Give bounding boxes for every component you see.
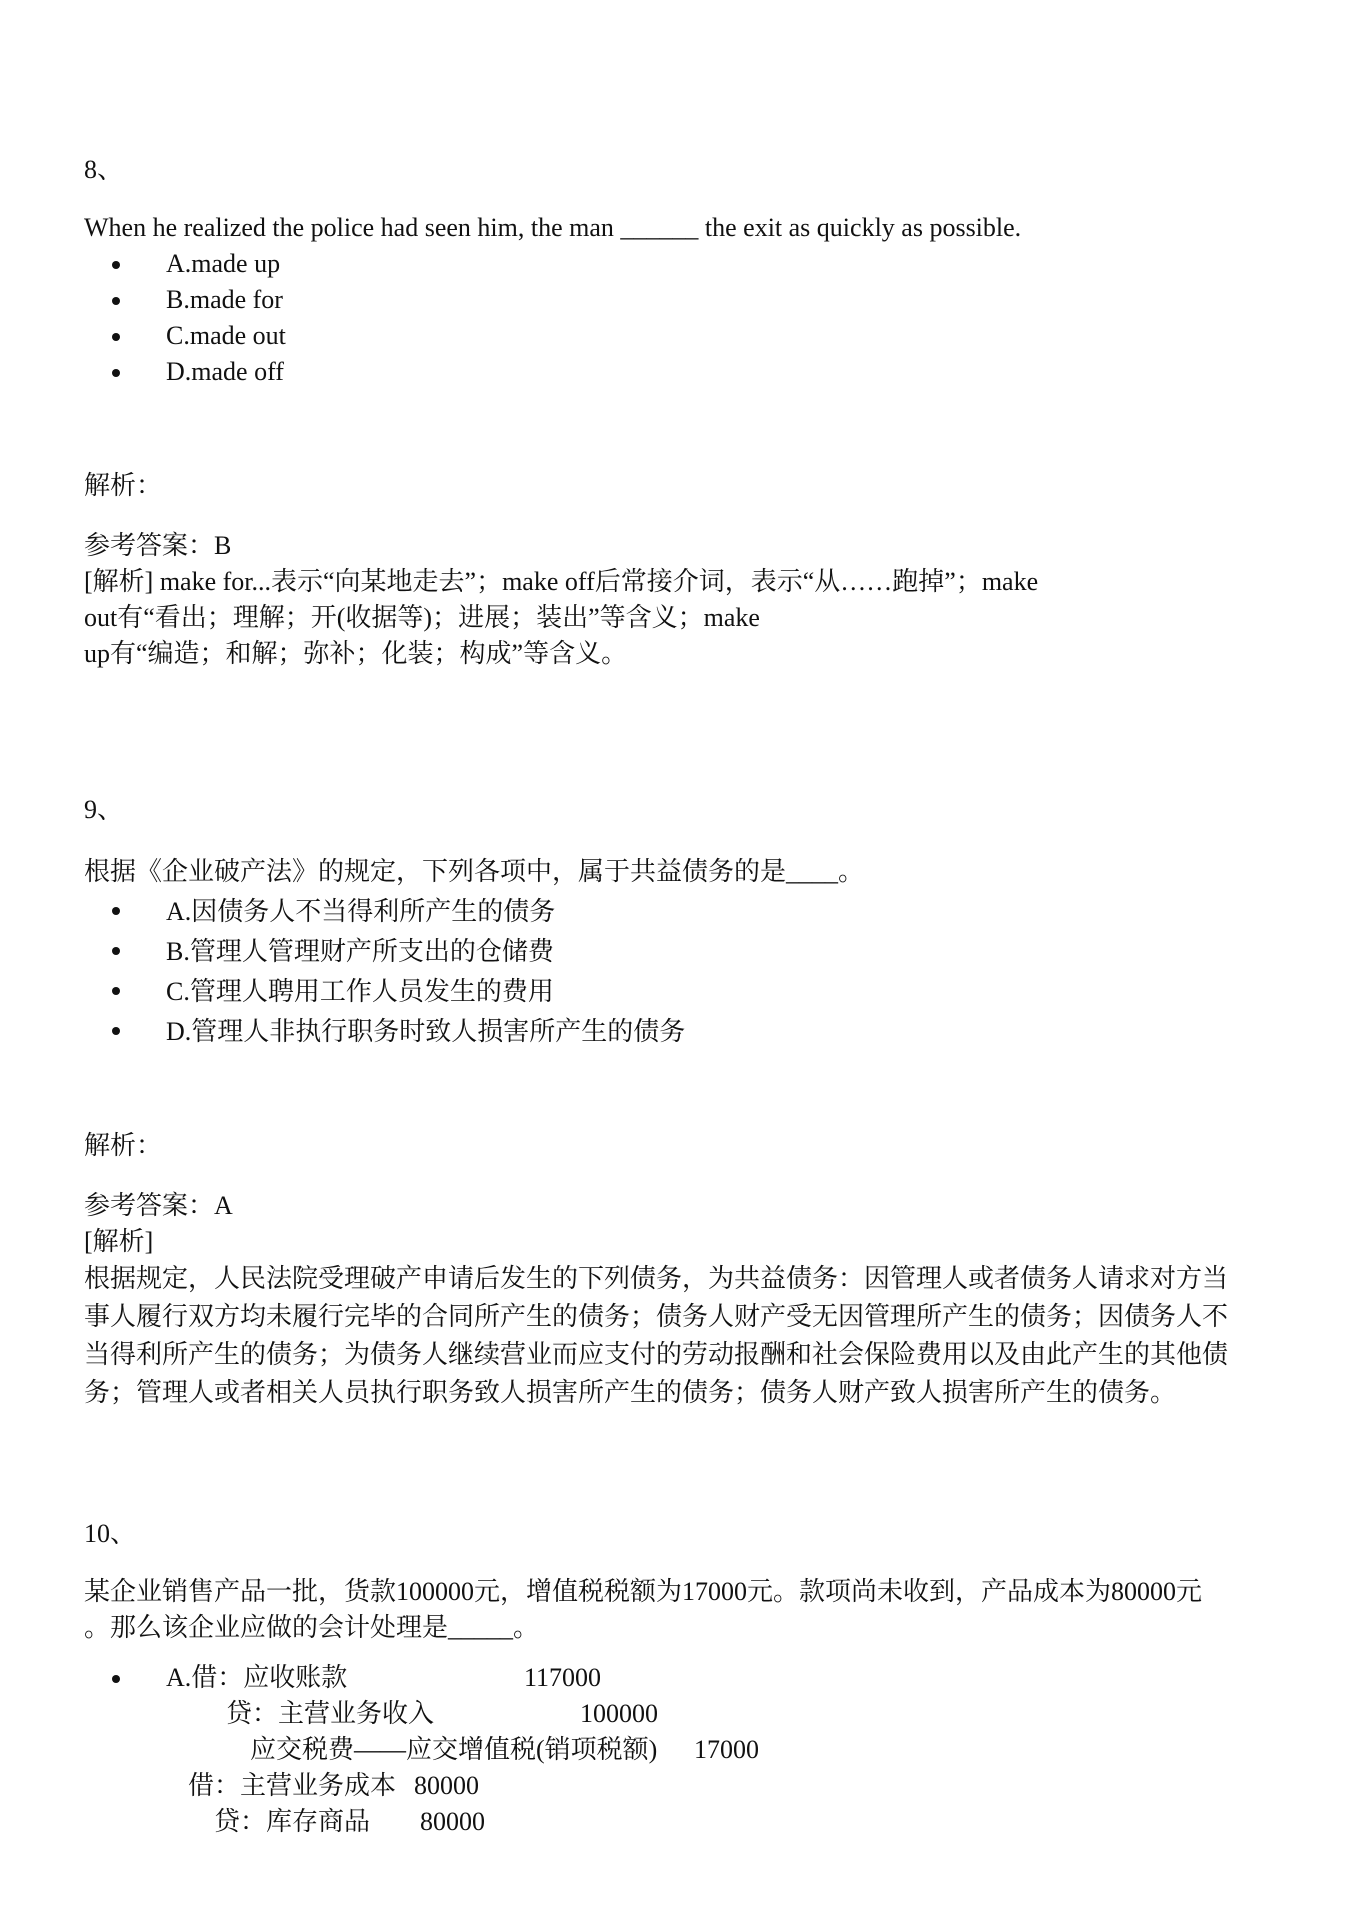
option-d: D.管理人非执行职务时致人损害所产生的债务 <box>84 1012 1300 1052</box>
question-8-body <box>84 210 1300 390</box>
answer-text: 参考答案：A <box>84 1191 233 1220</box>
question-stem: 。那么该企业应做的会计处理是_____。 <box>84 1613 540 1642</box>
explanation-line: up有“编造；和解；弥补；化装；构成”等含义。 <box>84 639 628 668</box>
option-c: C.管理人聘用工作人员发生的费用 <box>84 972 1300 1012</box>
answer-text: 参考答案：B <box>84 531 232 560</box>
question-number: 8、 <box>84 155 124 184</box>
question-8 <box>84 152 1300 188</box>
options-list <box>84 246 1300 390</box>
entry-amount: 117000 <box>524 1663 602 1692</box>
question-10-body <box>84 1574 1300 1646</box>
answer-9 <box>84 1188 1300 1412</box>
question-stem: When he realized the police had seen him, the man ______ the exit as quickly as possible. <box>84 213 1022 242</box>
options-list <box>84 1660 1300 1840</box>
analysis-label: 解析： <box>84 1131 163 1160</box>
entry-line-debit: A.借：应收账款 <box>166 1663 348 1692</box>
question-stem: 根据《企业破产法》的规定，下列各项中，属于共益债务的是____。 <box>84 857 865 886</box>
entry-amount: 100000 <box>580 1699 658 1728</box>
option-a <box>84 1660 1300 1840</box>
analysis-8 <box>84 468 1300 504</box>
option-d: D.made off <box>84 354 1300 390</box>
analysis-label: 解析： <box>84 471 163 500</box>
option-c: C.made out <box>84 318 1300 354</box>
option-a: A.made up <box>84 246 1300 282</box>
question-number: 10、 <box>84 1519 137 1548</box>
question-9-body <box>84 852 1300 1052</box>
option-b: B.管理人管理财产所支出的仓储费 <box>84 932 1300 972</box>
entry-line-credit: 应交税费——应交增值税(销项税额) <box>250 1735 658 1764</box>
explanation-line: [解析] <box>84 1227 154 1256</box>
answer-8 <box>84 528 1300 672</box>
option-a: A.因债务人不当得利所产生的债务 <box>84 892 1300 932</box>
option-b: B.made for <box>84 282 1300 318</box>
entry-line-debit: 借：主营业务成本 <box>188 1771 397 1800</box>
entry-line-credit: 贷：主营业务收入 <box>226 1699 435 1728</box>
entry-amount: 17000 <box>694 1735 759 1764</box>
explanation-line: 当得利所产生的债务；为债务人继续营业而应支付的劳动报酬和社会保险费用以及由此产生的其他债 <box>84 1340 1229 1369</box>
question-10 <box>84 1516 1300 1552</box>
options-list <box>84 892 1300 1052</box>
explanation-line: [解析] make for...表示“向某地走去”；make off后常接介词，表示“从……跑掉”；make <box>84 567 1039 596</box>
option-a-journal-entry <box>84 1660 1300 1840</box>
analysis-9 <box>84 1128 1300 1164</box>
explanation-line: 务；管理人或者相关人员执行职务致人损害所产生的债务；债务人财产致人损害所产生的债务。 <box>84 1378 1177 1407</box>
journal-entry <box>166 1660 1300 1840</box>
question-stem: 某企业销售产品一批，货款100000元，增值税税额为17000元。款项尚未收到，产品成本为80000元 <box>84 1577 1203 1606</box>
entry-line-credit: 贷：库存商品 <box>214 1807 371 1836</box>
explanation-line: out有“看出；理解；开(收据等)；进展；装出”等含义；make <box>84 603 760 632</box>
question-number: 9、 <box>84 795 124 824</box>
question-9 <box>84 792 1300 828</box>
explanation-line: 事人履行双方均未履行完毕的合同所产生的债务；债务人财产受无因管理所产生的债务；因债务人不 <box>84 1302 1229 1331</box>
entry-amount: 80000 <box>420 1807 485 1836</box>
entry-amount: 80000 <box>414 1771 479 1800</box>
explanation-line: 根据规定，人民法院受理破产申请后发生的下列债务，为共益债务：因管理人或者债务人请求对方当 <box>84 1264 1229 1293</box>
